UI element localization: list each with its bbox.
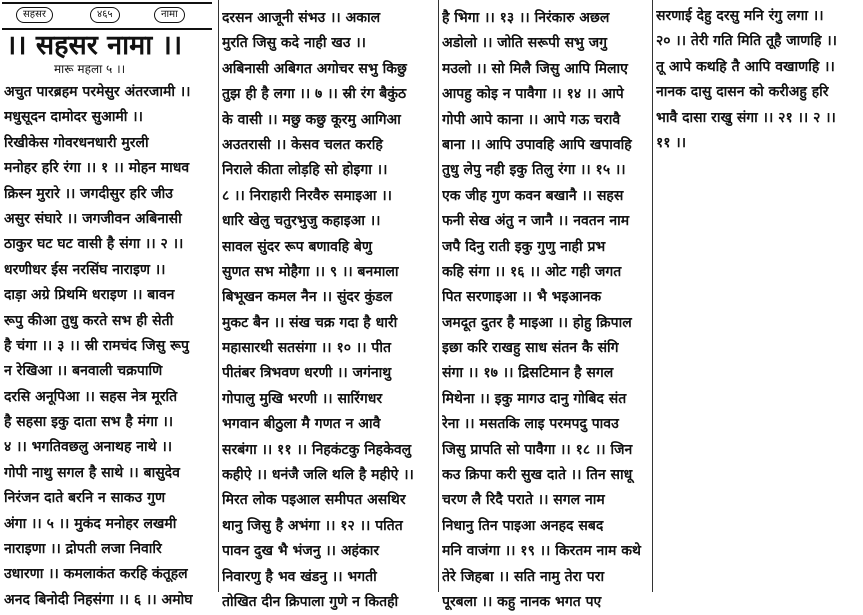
text-line: रिखीकेस गोवरधनधारी मुरली <box>4 134 149 151</box>
text-line: तेरे जिहबा ।। सति नामु तेरा परा <box>442 568 605 585</box>
text-line: महासारथी सतसंगा ।। १० ।। पीत <box>222 340 391 357</box>
text-line: एक जीह गुण कवन बखानै ।। सहस <box>442 187 624 204</box>
text-line: भगवान बीठुला मै गणत न आवै <box>222 416 381 433</box>
text-line: जिसु प्रापति सो पावैगा ।। १८ ।। जिन <box>442 441 633 458</box>
page-subtitle: मारू महला ५ ।। <box>54 62 126 76</box>
text-line: सुणत सभ मोहैगा ।। ९ ।। बनमाला <box>222 263 399 280</box>
page-number: ४६५ <box>90 7 120 23</box>
text-line: पावन दुख भै भंजनु ।। अहंकार <box>222 543 380 560</box>
text-line: सरणाई देहु दरसु मनि रंगु लगा ।। <box>656 8 824 24</box>
column-divider <box>218 0 219 592</box>
text-line: मुकट बैन ।। संख चक्र गदा है धारी <box>222 314 398 331</box>
page-title: ।। सहसर नामा ।। <box>6 30 183 61</box>
header-left-tag: सहसर <box>16 7 53 23</box>
header-right-tag: नामा <box>154 7 185 23</box>
text-line: कहीऐ ।। धनंजै जलि थलि है महीऐ ।। <box>222 467 414 484</box>
text-line: अंगा ।। ५ ।। मुकंद मनोहर लखमी <box>4 515 177 532</box>
text-line: क्रिस्न मुरारे ।। जगदीसुर हरि जीउ <box>4 185 173 202</box>
text-line: पित सरणाइआ ।। भै भइआनक <box>442 289 602 306</box>
text-line: कहि संगा ।। १६ ।। ओट गही जगत <box>442 263 622 280</box>
text-line: बाना ।। आपि उपावहि आपि खपावहि <box>442 136 632 153</box>
text-line: आपहु कोइ न पावैगा ।। १४ ।। आपे <box>442 86 624 103</box>
text-column-3 <box>442 6 650 615</box>
text-line: अबिनासी अबिगत अगोचर सभु किछु <box>222 60 407 77</box>
text-line: रेना ।। मसतकि लाइ परमपदु पावउ <box>442 416 619 433</box>
text-line: है सहसा इकु दाता सभ है मंगा ।। <box>4 414 174 431</box>
text-line: मउलो ।। सो मिलै जिसु आपि मिलाए <box>442 60 628 77</box>
text-line: सरबंगा ।। ११ ।। निहकंटकु निहकेवलु <box>222 441 412 458</box>
text-line: २० ।। तेरी गति मिति तूहै जाणहि ।। <box>656 33 837 50</box>
text-line: भावै दासा राखु संगा ।। २१ ।। २ ।। <box>656 109 836 126</box>
text-line: ठाकुर घट घट वासी है संगा ।। २ ।। <box>4 236 184 253</box>
text-line: रूपु कीआ तुधु करते सभ ही सेती <box>4 312 174 329</box>
text-line: ४ ।। भगतिवछलु अनाथह नाथे ।। <box>4 439 173 456</box>
column-divider <box>438 0 439 592</box>
text-line: दरसि अनूपिआ ।। सहस नेत्र मूरति <box>4 388 178 405</box>
text-line: चरण लै रिदै पराते ।। सगल नाम <box>442 492 605 509</box>
text-line: मनि वाजंगा ।। १९ ।। किरतम नाम कथे <box>442 543 641 560</box>
text-line: कउ क्रिपा करी सुख दाते ।। तिन साधू <box>442 467 633 484</box>
text-line: मुरति जिसु कदे नाही खउ ।। <box>222 35 366 52</box>
text-line: मनोहर हरि रंगा ।। १ ।। मोहन माधव <box>4 160 190 177</box>
text-line: इछा करि राखहु साध संतन कै संगि <box>442 340 619 357</box>
text-column-4 <box>656 4 861 156</box>
text-line: दरसन आजूनी संभउ ।। अकाल <box>222 10 381 26</box>
text-line: तोखित दीन क्रिपाला गुणे न कितही <box>222 593 399 610</box>
text-line: जपै दिनु राती इकु गुणु नाही प्रभ <box>442 238 606 255</box>
text-line: गोपी नाथु सगल है साथे ।। बासुदेव <box>4 464 180 481</box>
text-line: निरंजन दाते बरनि न साकउ गुण <box>4 490 166 507</box>
text-line: तुझ ही है लगा ।। ७ ।। स्री रंग बैकुंठ <box>222 86 407 103</box>
text-line: असुर संघारे ।। जगजीवन अबिनासी <box>4 210 182 227</box>
text-line: उधारणा ।। कमलाकंत करहि कंतूहल <box>4 566 188 583</box>
text-line: धारि खेलु चतुरभुजु कहाइआ ।। <box>222 213 381 230</box>
text-line: अडोलो ।। जोति सरूपी सभु जगु <box>442 35 608 52</box>
text-line: के वासी ।। मछु कछु कूरमु आगिआ <box>222 111 401 128</box>
text-line: नाराइणा ।। द्रोपती लजा निवारि <box>4 541 162 558</box>
text-line: गोपालु मुखि भरणी ।। सारिंगधर <box>222 390 383 407</box>
text-line: नानक दासु दासन को करीअहु हरि <box>656 84 829 101</box>
text-column-1 <box>4 80 216 613</box>
text-line: मिथेना ।। इकु मागउ दानु गोबिद संत <box>442 390 627 407</box>
text-line: है चंगा ।। ३ ।। स्री रामचंद जिसु रूपु <box>4 337 189 354</box>
text-line: दाड़ा अग्रे प्रिथमि धराइण ।। बावन <box>4 287 175 304</box>
text-line: पूरबला ।। कहु नानक भगत पए <box>442 593 602 610</box>
text-line: न रेखिआ ।। बनवाली चक्रपाणि <box>4 363 163 380</box>
text-column-2 <box>222 6 434 615</box>
text-line: संगा ।। १७ ।। द्रिसटिमान है सगल <box>442 365 614 382</box>
text-line: मिरत लोक पइआल समीपत असथिर <box>222 492 406 509</box>
text-line: है भिगा ।। १३ ।। निरंकारु अछल <box>442 10 610 26</box>
text-line: थानु जिसु है अभंगा ।। १२ ।। पतित <box>222 517 403 534</box>
page-header <box>2 2 214 74</box>
text-line: निवारणु है भव खंडनु ।। भगती <box>222 568 377 585</box>
text-line: जमदूत दुतर है माइआ ।। होहु क्रिपाल <box>442 314 632 331</box>
text-line: अनद बिनोदी निहसंगा ।। ६ ।। अमोघ <box>4 591 193 608</box>
text-line: गोपी आपे काना ।। आपे गऊ चरावै <box>442 111 621 128</box>
text-line: मधुसूदन दामोदर सुआमी ।। <box>4 109 143 126</box>
header-bar <box>2 2 212 30</box>
text-line: तुधु लेपु नही इकु तिलु रंगा ।। १५ ।। <box>442 162 626 179</box>
text-line: ११ ।। <box>656 134 687 151</box>
text-line: अउतरासी ।। केसव चलत करहि <box>222 136 383 153</box>
text-line: तू आपे कथहि तै आपि वखाणहि ।। <box>656 58 835 75</box>
text-line: निधानु तिन पाइआ अनहद सबद <box>442 517 604 534</box>
text-line: निराले कीता लोड़हि सो होइगा ।। <box>222 162 388 179</box>
column-divider <box>652 0 653 592</box>
text-line: बिभूखन कमल नैन ।। सुंदर कुंडल <box>222 289 393 306</box>
text-line: अचुत पारब्रहम परमेसुर अंतरजामी ।। <box>4 84 191 100</box>
text-line: फनी सेख अंतु न जानै ।। नवतन नाम <box>442 213 630 230</box>
text-line: पीतंबर त्रिभवण धरणी ।। जगंनाथु <box>222 365 392 382</box>
text-line: धरणीधर ईस नरसिंघ नाराइण ।। <box>4 261 166 278</box>
text-line: सावल सुंदर रूप बणावहि बेणु <box>222 238 373 255</box>
text-line: ८ ।। निराहारी निरवैरु समाइआ ।। <box>222 187 392 204</box>
